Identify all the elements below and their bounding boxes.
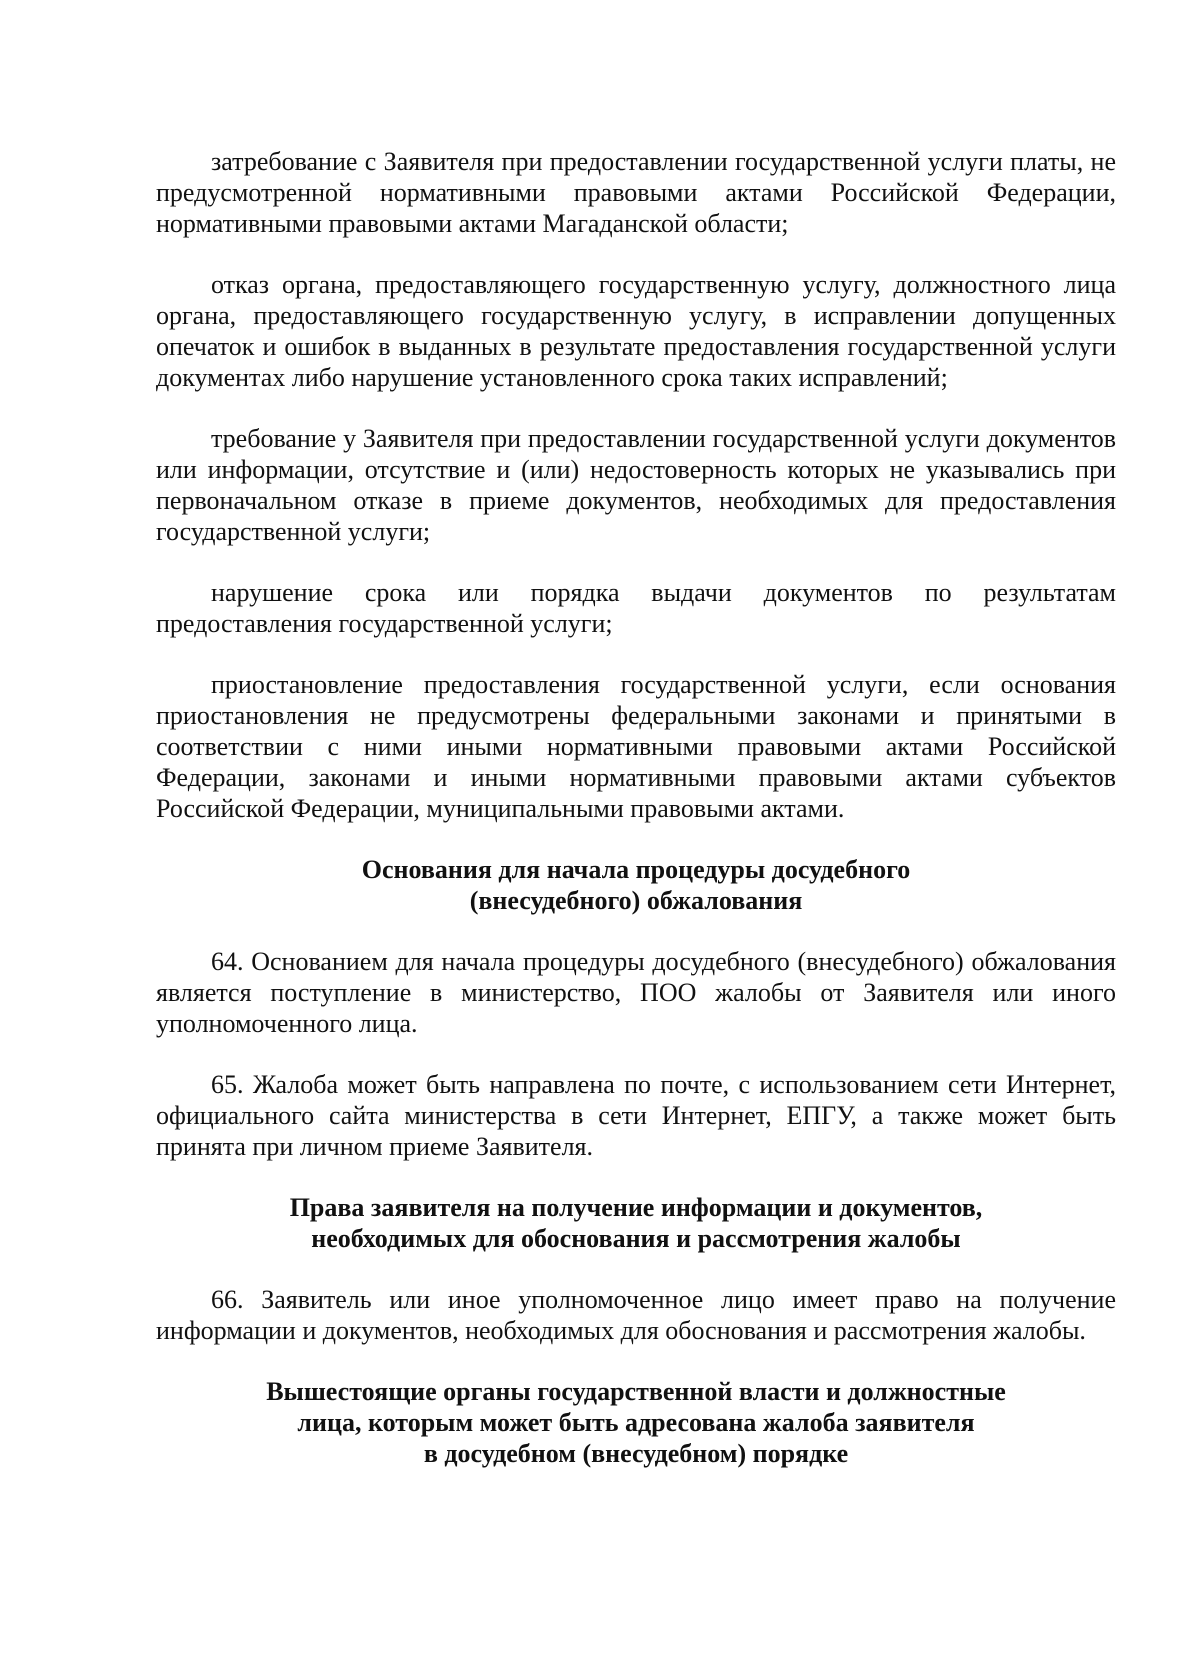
section-heading-higher-bodies (156, 1376, 1116, 1469)
paragraph-suspension: приостановление предоставления государственной услуги, если основания приостановления не предусмотрены федеральными законами и принятыми в соответствии с ними иными нормативными правовыми актами Российской Федерации, законами и иными нормативными правовыми актами субъектов Российской Федерации, муниципальными правовыми актами. (156, 670, 1116, 823)
paragraph-fee-demand: затребование с Заявителя при предоставлении государственной услуги платы, не предусмотренной нормативными правовыми актами Российской Федерации, нормативными правовыми актами Магаданской области; (156, 147, 1116, 238)
paragraph-66: 66. Заявитель или иное уполномоченное лицо имеет право на получение информации и документов, необходимых для обоснования и рассмотрения жалобы. (156, 1285, 1116, 1345)
paragraph-correction-refusal: отказ органа, предоставляющего государственную услугу, должностного лица органа, предоставляющего государственную услугу, в исправлении допущенных опечаток и ошибок в выданных в результате предоставления государственной услуги документах либо нарушение установленного срока таких исправлений; (156, 270, 1116, 392)
section-heading-line: Вышестоящие органы государственной власти и должностные (266, 1377, 1006, 1406)
section-heading-line: лица, которым может быть адресована жалоба заявителя (297, 1408, 975, 1437)
paragraph-65: 65. Жалоба может быть направлена по почте, с использованием сети Интернет, официального сайта министерства в сети Интернет, ЕПГУ, а также может быть принята при личном приеме Заявителя. (156, 1070, 1116, 1161)
paragraph-document-demand: требование у Заявителя при предоставлении государственной услуги документов или информации, отсутствие и (или) недостоверность которых не указывались при первоначальном отказе в приеме документов, необходимых для предоставления государственной услуги; (156, 424, 1116, 546)
section-heading-rights (156, 1192, 1116, 1254)
section-heading-line: необходимых для обоснования и рассмотрения жалобы (311, 1224, 961, 1253)
section-heading-line: (внесудебного) обжалования (469, 886, 803, 915)
document-page (156, 146, 1116, 1499)
section-heading-line: в досудебном (внесудебном) порядке (423, 1439, 849, 1468)
paragraph-issuance-violation: нарушение срока или порядка выдачи документов по результатам предоставления государственной услуги; (156, 578, 1116, 638)
paragraph-64: 64. Основанием для начала процедуры досудебного (внесудебного) обжалования является поступление в министерство, ПОО жалобы от Заявителя или иного уполномоченного лица. (156, 947, 1116, 1038)
section-heading-line: Права заявителя на получение информации и документов, (289, 1193, 983, 1222)
section-heading-line: Основания для начала процедуры досудебного (361, 855, 911, 884)
section-heading-grounds (156, 854, 1116, 916)
